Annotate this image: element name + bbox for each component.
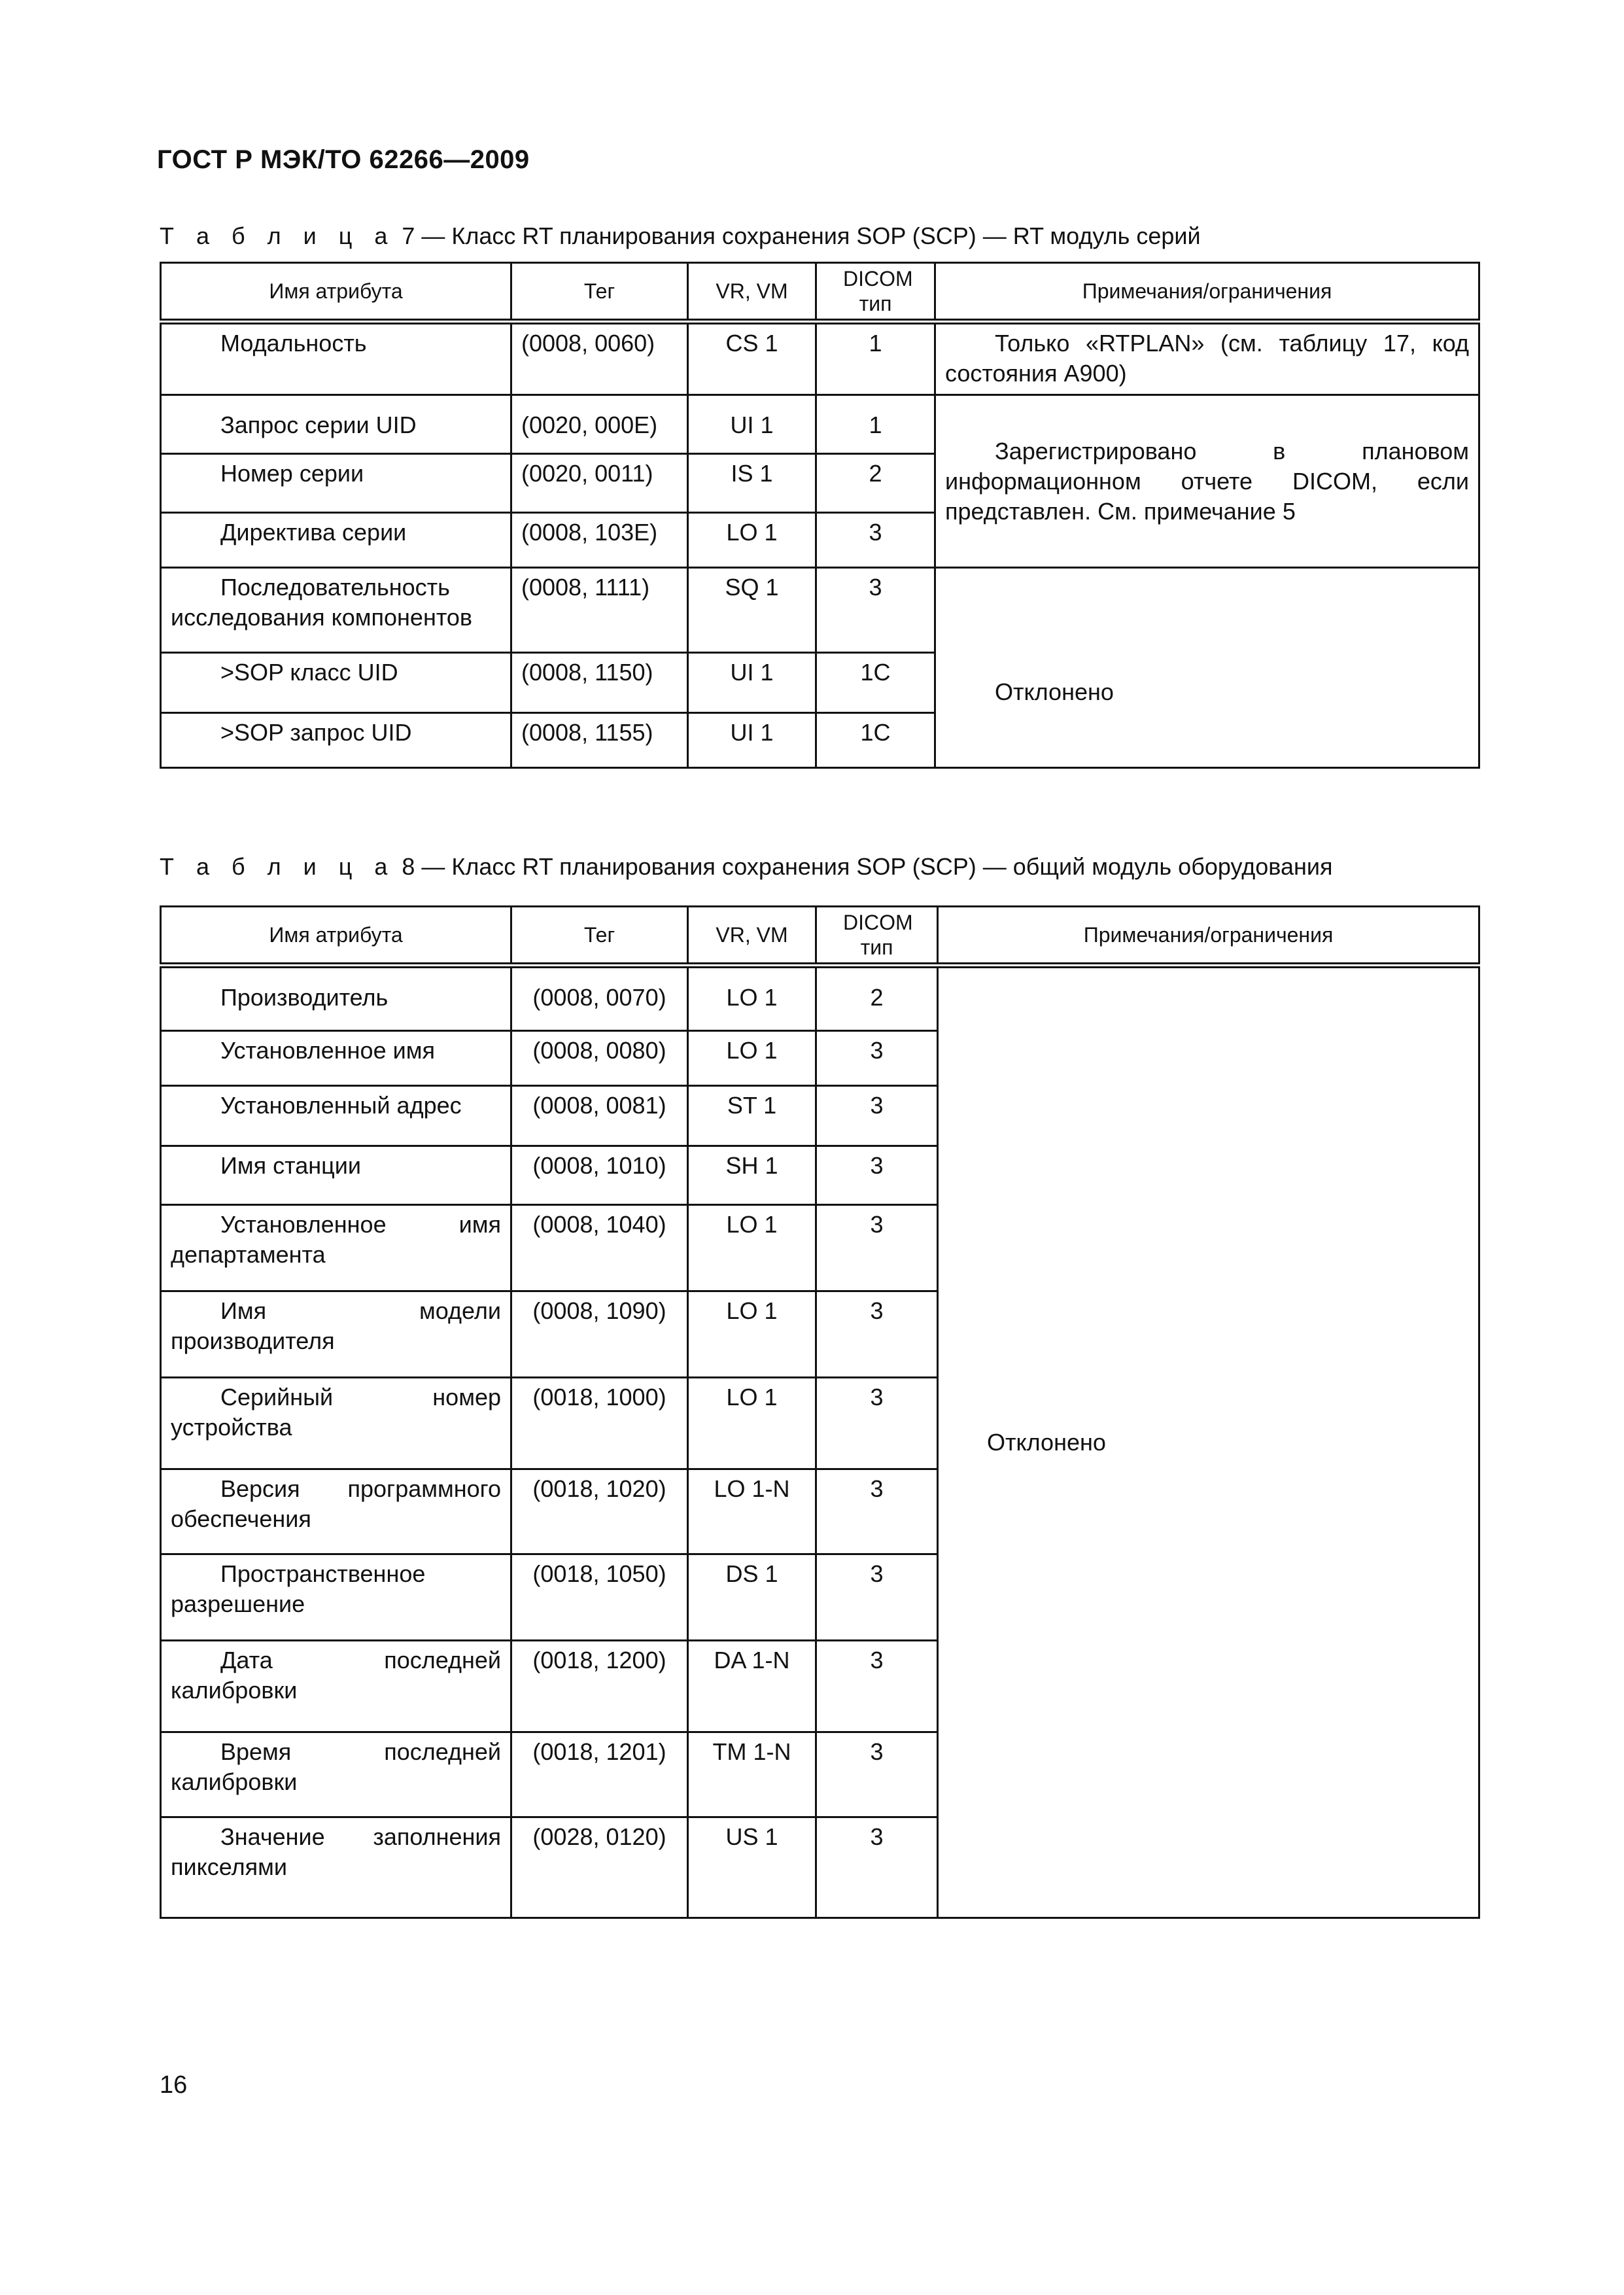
attr-vr: US 1	[688, 1817, 816, 1918]
attr-name: Имя станции	[161, 1146, 511, 1205]
document-header: ГОСТ Р МЭК/ТО 62266—2009	[157, 145, 530, 174]
attr-type: 3	[816, 513, 935, 568]
col-header-notes: Примечания/ограничения	[935, 263, 1479, 322]
attr-name: Запрос серии UID	[161, 395, 511, 454]
attr-name: Номер серии	[161, 454, 511, 513]
attr-name: Последовательность исследования компонентов	[161, 568, 511, 653]
attr-vr: SH 1	[688, 1146, 816, 1205]
col-header-tag: Тег	[511, 907, 688, 966]
attr-tag: (0018, 1000)	[511, 1378, 688, 1469]
attr-tag: (0020, 0011)	[511, 454, 688, 513]
attr-name: Дата последней калибровки	[161, 1641, 511, 1732]
attr-name: >SOP запрос UID	[161, 713, 511, 768]
col-header-dicom: DICOM тип	[816, 907, 938, 966]
attr-tag: (0008, 1090)	[511, 1291, 688, 1378]
attr-tag: (0008, 0060)	[511, 322, 688, 395]
table8-caption-text: 8 — Класс RT планирования сохранения SOP (SCP) — общий модуль оборудования	[395, 853, 1333, 880]
attr-name: Серийный номер устройства	[161, 1378, 511, 1469]
attr-note: Только «RTPLAN» (см. таблицу 17, код состояния A900)	[935, 322, 1479, 395]
attr-tag: (0028, 0120)	[511, 1817, 688, 1918]
attr-tag: (0008, 1040)	[511, 1205, 688, 1291]
table7-header-row	[161, 263, 1479, 322]
attr-name: Директива серии	[161, 513, 511, 568]
col-header-name: Имя атрибута	[161, 907, 511, 966]
attr-name: Время последней калибровки	[161, 1732, 511, 1817]
table-row	[161, 395, 1479, 454]
attr-vr: UI 1	[688, 395, 816, 454]
attr-tag: (0018, 1020)	[511, 1469, 688, 1554]
attr-name: Модальность	[161, 322, 511, 395]
table-row	[161, 568, 1479, 653]
table7-caption	[160, 222, 1201, 250]
attr-type: 3	[816, 568, 935, 653]
attr-vr: LO 1	[688, 1378, 816, 1469]
attr-vr: LO 1	[688, 966, 816, 1031]
page-number: 16	[160, 2071, 188, 2099]
attr-tag: (0008, 1111)	[511, 568, 688, 653]
attr-type: 3	[816, 1469, 938, 1554]
attr-vr: LO 1	[688, 513, 816, 568]
attr-type: 3	[816, 1817, 938, 1918]
attr-tag: (0008, 0080)	[511, 1031, 688, 1086]
attr-name: Установленное имя департамента	[161, 1205, 511, 1291]
attr-vr: DS 1	[688, 1554, 816, 1641]
attr-tag: (0018, 1200)	[511, 1641, 688, 1732]
attr-note: Отклонено	[938, 966, 1479, 1918]
col-header-tag: Тег	[511, 263, 688, 322]
attr-vr: UI 1	[688, 653, 816, 713]
table8-caption	[160, 853, 1333, 881]
attr-type: 3	[816, 1554, 938, 1641]
attr-tag: (0018, 1201)	[511, 1732, 688, 1817]
attr-tag: (0020, 000E)	[511, 395, 688, 454]
attr-type: 1	[816, 322, 935, 395]
attr-type: 1	[816, 395, 935, 454]
attr-type: 3	[816, 1732, 938, 1817]
attr-note: Зарегистрировано в плановом информационном отчете DICOM, если представлен. См. примечание 5	[935, 395, 1479, 568]
attr-name: Пространственное разрешение	[161, 1554, 511, 1641]
attr-vr: LO 1-N	[688, 1469, 816, 1554]
attr-vr: LO 1	[688, 1291, 816, 1378]
table8-caption-prefix: Т а б л и ц а	[160, 853, 396, 880]
attr-name: Установленный адрес	[161, 1086, 511, 1146]
attr-vr: TM 1-N	[688, 1732, 816, 1817]
attr-name: Значение заполнения пикселями	[161, 1817, 511, 1918]
attr-type: 3	[816, 1291, 938, 1378]
attr-tag: (0008, 1155)	[511, 713, 688, 768]
col-header-vr: VR, VM	[688, 263, 816, 322]
table-row	[161, 322, 1479, 395]
attr-vr: CS 1	[688, 322, 816, 395]
attr-type: 1C	[816, 653, 935, 713]
attr-type: 3	[816, 1205, 938, 1291]
attr-type: 1C	[816, 713, 935, 768]
table-row	[161, 966, 1479, 1031]
attr-vr: SQ 1	[688, 568, 816, 653]
table8-header-row	[161, 907, 1479, 966]
attr-note: Отклонено	[935, 568, 1479, 768]
attr-vr: IS 1	[688, 454, 816, 513]
attr-vr: ST 1	[688, 1086, 816, 1146]
attr-name: Имя модели производителя	[161, 1291, 511, 1378]
attr-vr: LO 1	[688, 1031, 816, 1086]
attr-type: 3	[816, 1146, 938, 1205]
attr-type: 3	[816, 1031, 938, 1086]
attr-tag: (0008, 1150)	[511, 653, 688, 713]
attr-vr: DA 1-N	[688, 1641, 816, 1732]
col-header-vr: VR, VM	[688, 907, 816, 966]
col-header-notes: Примечания/ограничения	[938, 907, 1479, 966]
attr-tag: (0008, 1010)	[511, 1146, 688, 1205]
attr-vr: UI 1	[688, 713, 816, 768]
attr-type: 3	[816, 1641, 938, 1732]
attr-name: Производитель	[161, 966, 511, 1031]
table7-caption-text: 7 — Класс RT планирования сохранения SOP (SCP) — RT модуль серий	[395, 222, 1201, 249]
attr-tag: (0008, 103E)	[511, 513, 688, 568]
attr-type: 3	[816, 1378, 938, 1469]
table7	[160, 262, 1480, 769]
attr-name: Установленное имя	[161, 1031, 511, 1086]
attr-name: Версия программного обеспечения	[161, 1469, 511, 1554]
attr-tag: (0018, 1050)	[511, 1554, 688, 1641]
attr-name: >SOP класс UID	[161, 653, 511, 713]
attr-tag: (0008, 0070)	[511, 966, 688, 1031]
attr-tag: (0008, 0081)	[511, 1086, 688, 1146]
table7-caption-prefix: Т а б л и ц а	[160, 222, 396, 249]
attr-vr: LO 1	[688, 1205, 816, 1291]
attr-type: 2	[816, 966, 938, 1031]
attr-type: 2	[816, 454, 935, 513]
table8	[160, 905, 1480, 1919]
col-header-dicom: DICOM тип	[816, 263, 935, 322]
attr-type: 3	[816, 1086, 938, 1146]
col-header-name: Имя атрибута	[161, 263, 511, 322]
